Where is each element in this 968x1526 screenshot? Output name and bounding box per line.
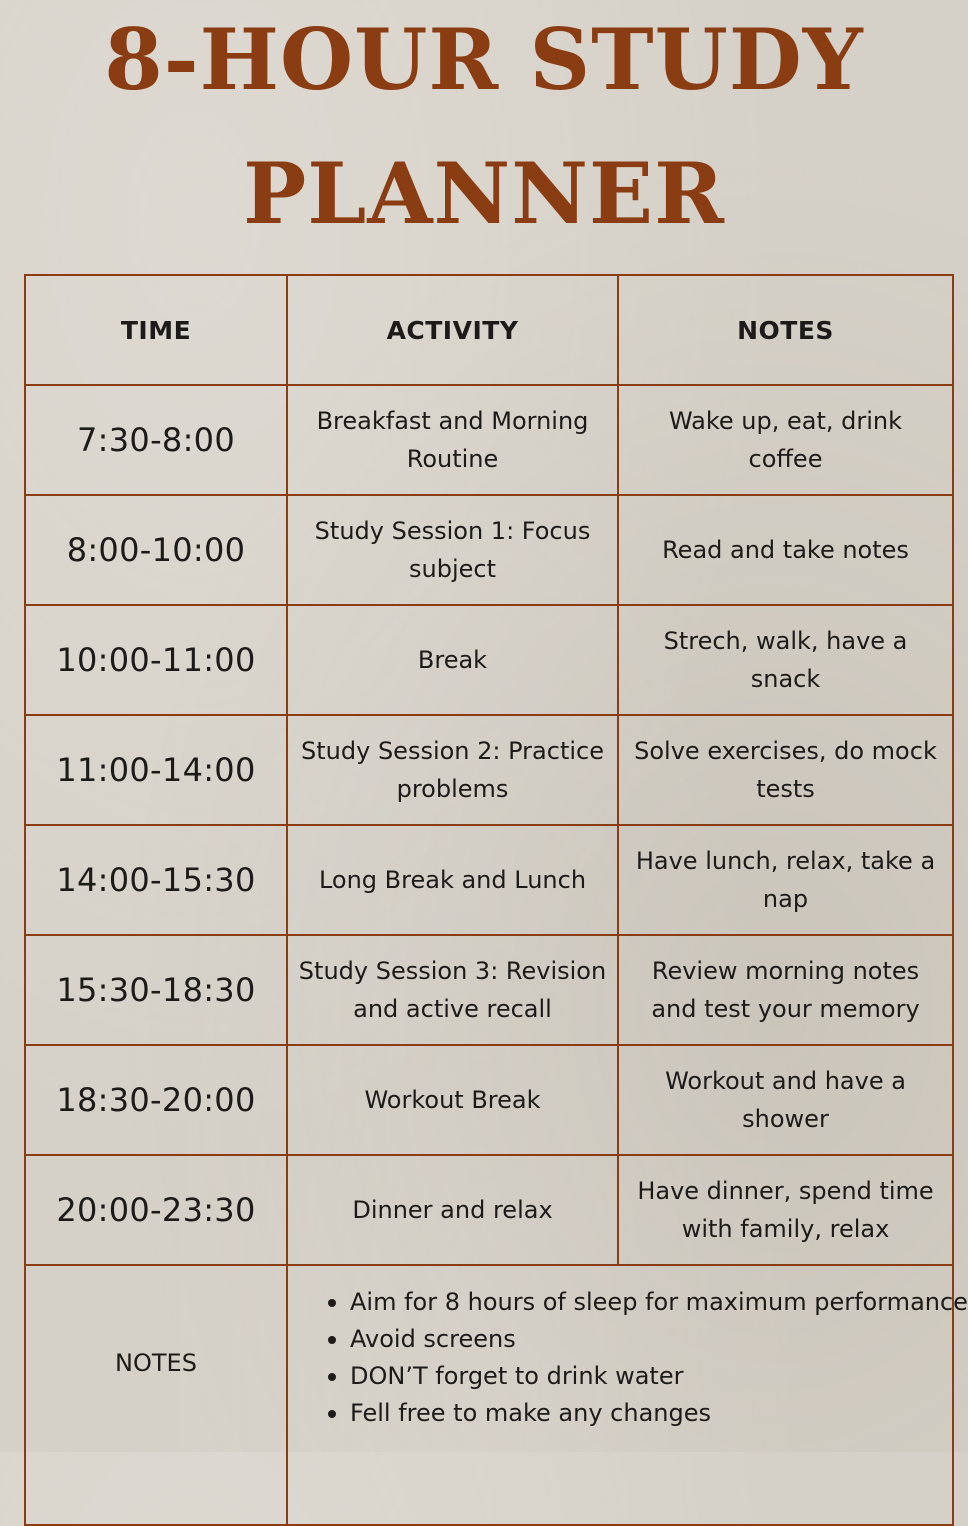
list-item-text: Aim for 8 hours of sleep for maximum performance bbox=[350, 1288, 968, 1316]
bullet-icon bbox=[328, 1373, 336, 1381]
time-cell: 8:00-10:00 bbox=[25, 495, 287, 605]
notes-cell: Have dinner, spend time with family, relax bbox=[618, 1155, 953, 1265]
activity-cell: Breakfast and Morning Routine bbox=[287, 385, 618, 495]
time-cell: 14:00-15:30 bbox=[25, 825, 287, 935]
time-cell: 20:00-23:30 bbox=[25, 1155, 287, 1265]
notes-cell: Strech, walk, have a snack bbox=[618, 605, 953, 715]
notes-section-label: NOTES bbox=[25, 1265, 287, 1525]
time-cell: 7:30-8:00 bbox=[25, 385, 287, 495]
bullet-icon bbox=[328, 1410, 336, 1418]
notes-cell: Workout and have a shower bbox=[618, 1045, 953, 1155]
notes-list bbox=[328, 1284, 968, 1432]
activity-cell: Break bbox=[287, 605, 618, 715]
time-cell: 11:00-14:00 bbox=[25, 715, 287, 825]
table-row bbox=[25, 935, 953, 1045]
notes-section-row bbox=[25, 1265, 953, 1525]
list-item bbox=[328, 1358, 942, 1395]
table-row bbox=[25, 385, 953, 495]
planner-table bbox=[24, 274, 968, 1526]
table-row bbox=[25, 495, 953, 605]
time-cell: 10:00-11:00 bbox=[25, 605, 287, 715]
notes-cell: Review morning notes and test your memory bbox=[618, 935, 953, 1045]
table-row bbox=[25, 605, 953, 715]
list-item bbox=[328, 1321, 942, 1358]
activity-cell: Workout Break bbox=[287, 1045, 618, 1155]
list-item-text: Fell free to make any changes bbox=[350, 1399, 711, 1427]
notes-cell: Wake up, eat, drink coffee bbox=[618, 385, 953, 495]
page-title-line-2: PLANNER bbox=[243, 144, 725, 243]
list-item bbox=[328, 1284, 968, 1321]
activity-cell: Study Session 3: Revision and active recall bbox=[287, 935, 618, 1045]
header-activity: ACTIVITY bbox=[287, 275, 618, 385]
list-item-text: DON’T forget to drink water bbox=[350, 1362, 684, 1390]
table-row bbox=[25, 1155, 953, 1265]
header-row bbox=[25, 275, 953, 385]
header-notes: NOTES bbox=[618, 275, 953, 385]
time-cell: 18:30-20:00 bbox=[25, 1045, 287, 1155]
page-title-line-1: 8-HOUR STUDY bbox=[104, 10, 864, 109]
table-row bbox=[25, 1045, 953, 1155]
table-row bbox=[25, 715, 953, 825]
list-item bbox=[328, 1395, 942, 1432]
table-row bbox=[25, 825, 953, 935]
activity-cell: Dinner and relax bbox=[287, 1155, 618, 1265]
activity-cell: Study Session 1: Focus subject bbox=[287, 495, 618, 605]
time-cell: 15:30-18:30 bbox=[25, 935, 287, 1045]
notes-section-list bbox=[287, 1265, 968, 1525]
notes-cell: Have lunch, relax, take a nap bbox=[618, 825, 953, 935]
notes-cell: Read and take notes bbox=[618, 495, 953, 605]
bullet-icon bbox=[328, 1299, 336, 1307]
notes-cell: Solve exercises, do mock tests bbox=[618, 715, 953, 825]
activity-cell: Long Break and Lunch bbox=[287, 825, 618, 935]
header-time: TIME bbox=[25, 275, 287, 385]
activity-cell: Study Session 2: Practice problems bbox=[287, 715, 618, 825]
list-item-text: Avoid screens bbox=[350, 1325, 516, 1353]
bullet-icon bbox=[328, 1336, 336, 1344]
